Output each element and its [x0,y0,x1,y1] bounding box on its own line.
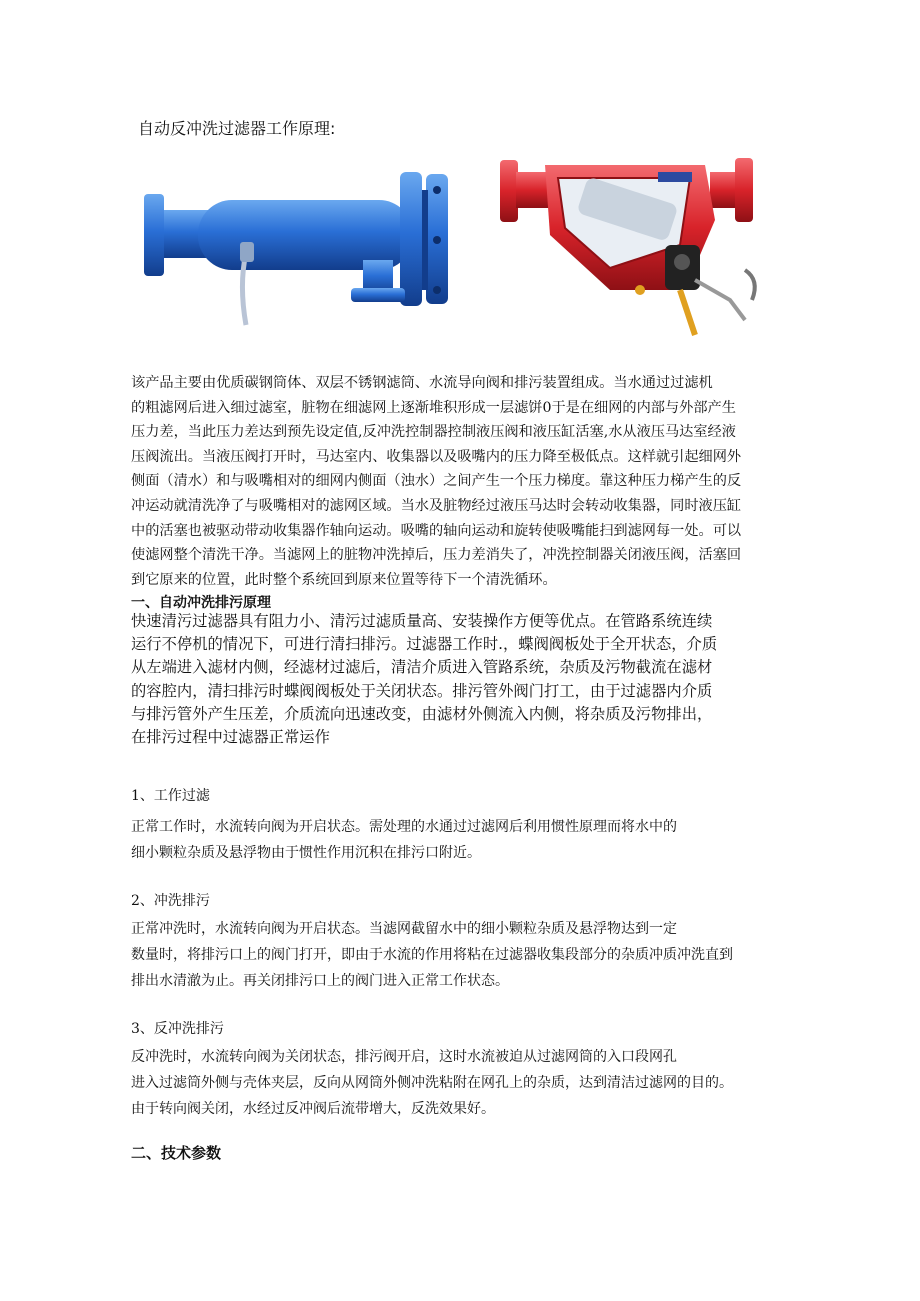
sub3-line: 进入过滤筒外侧与壳体夹层，反向从网筒外侧冲洗粘附在网孔上的杂质，达到清洁过滤网的目的。 [131,1075,733,1091]
sub2-line: 数量时，将排污口上的阀门打开，即由于水流的作用将粘在过滤器收集段部分的杂质冲质冲洗直到 [131,947,733,963]
sub1-line: 细小颗粒杂质及悬浮物由于惯性作用沉积在排污口附近。 [131,845,481,861]
section1-line: 快速清污过滤器具有阻力小、清污过滤质量高、安装操作方便等优点。在管路系统连续 [131,612,713,630]
red-filter-image [490,150,780,345]
section1-line: 从左端进入滤材内侧，经滤材过滤后，清洁介质进入管路系统，杂质及污物截流在滤材 [131,658,713,677]
intro-line: 的粗滤网后进入细过滤室，脏物在细滤网上逐渐堆积形成一层滤饼0于是在细网的内部与外部产生 [131,399,736,416]
section2-heading: 二、技术参数 [131,1144,222,1162]
intro-line: 冲运动就清洗净了与吸嘴相对的滤网区域。当水及脏物经过液压马达时会转动收集器，同时液压缸 [131,497,742,514]
sub3-heading: 3、反冲洗排污 [131,1021,224,1037]
sub2-heading: 2、冲洗排污 [131,893,210,909]
sub3-paragraph [131,1044,791,1122]
sub2-line: 排出水清澈为止。再关闭排污口上的阀门进入正常工作状态。 [131,973,509,989]
sub2-paragraph [131,916,791,994]
intro-line: 到它原来的位置，此时整个系统回到原来位置等待下一个清洗循环。 [131,571,557,588]
section1-line: 与排污管外产生压差，介质流向迅速改变，由滤材外侧流入内侧，将杂质及污物排出， [131,704,713,723]
sub1-line: 正常工作时，水流转向阀为开启状态。需处理的水通过过滤网后利用惯性原理而将水中的 [131,819,677,835]
section1-heading: 一、自动冲洗排污原理 [131,595,271,611]
section1-line: 在排污过程中过滤器正常运作 [131,728,330,747]
intro-line: 使滤网整个清洗干净。当滤网上的脏物冲洗掉后，压力差消失了，冲洗控制器关闭液压阀，活塞回 [131,547,742,564]
section1-paragraph [131,610,791,749]
sub3-line: 由于转向阀关闭，水经过反冲阀后流带增大，反洗效果好。 [131,1101,495,1117]
sub1-paragraph [131,814,791,866]
page-title: 自动反冲洗过滤器工作原理: [138,119,336,138]
blue-filter-image [138,150,468,345]
section1-line: 的容腔内，清扫排污时蝶阀阀板处于关闭状态。排污管外阀门打工，由于过滤器内介质 [131,681,713,700]
intro-line: 压力差，当此压力差达到预先设定值,反冲洗控制器控制液压阀和液压缸活塞,水从液压马达室经液 [131,424,736,441]
intro-line: 压阀流出。当液压阀打开时，马达室内、收集器以及吸嘴内的压力降至极低点。这样就引起细网外 [131,448,742,465]
intro-line: 该产品主要由优质碳钢筒体、双层不锈钢滤筒、水流导向阀和排污装置组成。当水通过过滤机 [131,375,713,391]
sub1-heading: 1、工作过滤 [131,788,210,804]
intro-paragraph [131,371,791,592]
sub2-line: 正常冲洗时，水流转向阀为开启状态。当滤网截留水中的细小颗粒杂质及悬浮物达到一定 [131,921,677,937]
sub3-line: 反冲洗时，水流转向阀为关闭状态，排污阀开启，这时水流被迫从过滤网筒的入口段网孔 [131,1049,677,1065]
section1-line: 运行不停机的情况下，可进行清扫排污。过滤器工作时.，蝶阀阀板处于全开状态，介质 [131,635,718,654]
intro-line: 中的活塞也被驱动带动收集器作轴向运动。吸嘴的轴向运动和旋转使吸嘴能扫到滤网每一处。可以 [131,522,742,539]
intro-line: 侧面（清水）和与吸嘴相对的细网内侧面（浊水）之间产生一个压力梯度。靠这种压力梯产生的反 [131,473,742,490]
